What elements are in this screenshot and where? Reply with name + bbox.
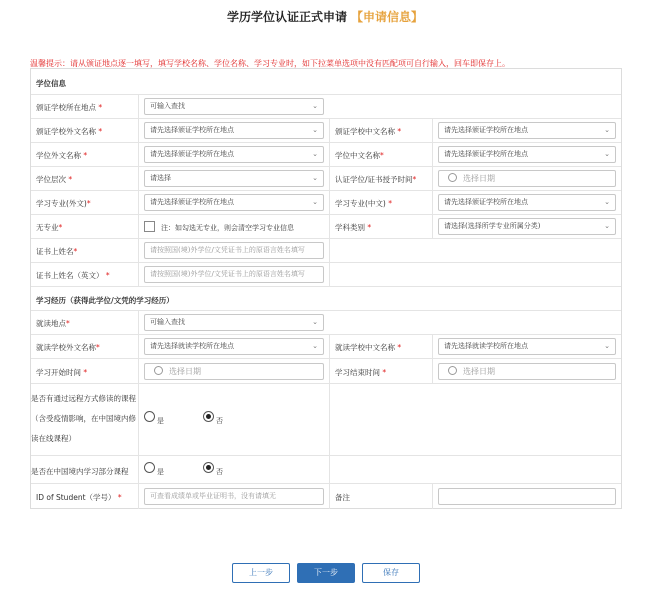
study-start-picker[interactable]: 选择日期 <box>144 363 324 380</box>
save-button[interactable]: 保存 <box>362 563 420 583</box>
row-study-dates: 学习开始时间 * 选择日期 学习结束时间 * 选择日期 <box>31 359 621 384</box>
warm-hint: 温馨提示：请从颁证地点逐一填写，填写学校名称、学位名称、学习专业时，如下拉菜单选项中没有匹配项可自行输入，回车即保存上。 <box>30 59 510 68</box>
row-cert-name: 证书上姓名* 请按照国(境)外学位/文凭证书上的原语言姓名填写 <box>31 239 621 263</box>
application-form <box>30 68 622 509</box>
page-title-text: 学历学位认证正式申请 <box>226 10 347 24</box>
student-id-input[interactable]: 可查看成绩单或毕业证明书，没有请填无 <box>144 488 324 505</box>
row-distance-learning: 是否有通过远程方式修读的课程 （含受疫情影响，在中国境内修 读在线课程） 是 否 <box>31 384 621 456</box>
partial-china-no-radio[interactable] <box>203 462 214 473</box>
study-end-picker[interactable]: 选择日期 <box>438 363 616 380</box>
page-title <box>0 8 650 25</box>
cert-name-input[interactable]: 请按照国(境)外学位/文凭证书上的原语言姓名填写 <box>144 242 324 259</box>
cert-date-picker[interactable]: 选择日期 <box>438 170 616 187</box>
degree-cn-select[interactable]: 请先选择颁证学校所在地点 ⌄ <box>438 146 616 163</box>
chevron-down-icon: ⌄ <box>312 318 318 326</box>
row-study-school: 就读学校外文名称* 请先选择就读学校所在地点 ⌄ 就读学校中文名称 * 请先选择就读学校所在地点 ⌄ <box>31 335 621 359</box>
row-partial-china: 是否在中国境内学习部分课程 是 否 <box>31 456 621 484</box>
partial-china-yes-radio[interactable] <box>144 462 155 473</box>
section-study-history <box>31 287 621 311</box>
degree-foreign-select[interactable]: 请先选择颁证学校所在地点 ⌄ <box>144 146 324 163</box>
chevron-down-icon: ⌄ <box>312 150 318 158</box>
prev-step-button[interactable]: 上一步 <box>232 563 290 583</box>
study-school-foreign-select[interactable]: 请先选择就读学校所在地点 ⌄ <box>144 338 324 355</box>
row-study-location: 就读地点* 可输入查找 ⌄ <box>31 311 621 335</box>
chevron-down-icon: ⌄ <box>604 342 610 350</box>
section-title: 学位信息 <box>36 79 66 88</box>
page-title-tag: 【申请信息】 <box>351 10 424 24</box>
clock-icon <box>154 366 163 375</box>
next-step-button[interactable]: 下一步 <box>297 563 355 583</box>
row-no-major: 无专业* 注：如勾选无专业，则会清空学习专业信息 学科类别 * 请选择(选择所学专业所属分类) ⌄ <box>31 215 621 239</box>
distance-no-radio[interactable] <box>203 411 214 422</box>
row-school-name: 颁证学校外文名称 * 请先选择颁证学校所在地点 ⌄ 颁证学校中文名称 * 请先选择颁证学校所在地点 ⌄ <box>31 119 621 143</box>
chevron-down-icon: ⌄ <box>312 174 318 182</box>
school-foreign-select[interactable]: 请先选择颁证学校所在地点 ⌄ <box>144 122 324 139</box>
row-cert-name-en: 证书上姓名（英文） * 请按照国(境)外学位/文凭证书上的原语言姓名填写 <box>31 263 621 287</box>
chevron-down-icon: ⌄ <box>604 126 610 134</box>
row-degree-level: 学位层次 * 请选择 ⌄ 认证学位/证书授予时间* 选择日期 <box>31 167 621 191</box>
remark-input[interactable] <box>438 488 616 505</box>
chevron-down-icon: ⌄ <box>604 222 610 230</box>
study-location-select[interactable]: 可输入查找 ⌄ <box>144 314 324 331</box>
row-issue-location <box>31 95 621 119</box>
study-school-cn-select[interactable]: 请先选择就读学校所在地点 ⌄ <box>438 338 616 355</box>
chevron-down-icon: ⌄ <box>312 126 318 134</box>
cert-name-en-input[interactable]: 请按照国(境)外学位/文凭证书上的原语言姓名填写 <box>144 266 324 283</box>
no-major-checkbox[interactable] <box>144 221 155 232</box>
chevron-down-icon: ⌄ <box>604 150 610 158</box>
no-major-note: 注：如勾选无专业，则会清空学习专业信息 <box>161 224 294 232</box>
section-degree-info <box>31 69 621 95</box>
row-major: 学习专业(外文)* 请先选择颁证学校所在地点 ⌄ 学习专业(中文) * 请先选择颁证学校所在地点 ⌄ <box>31 191 621 215</box>
issue-location-select[interactable]: 可输入查找 ⌄ <box>144 98 324 115</box>
major-foreign-select[interactable]: 请先选择颁证学校所在地点 ⌄ <box>144 194 324 211</box>
discipline-select[interactable]: 请选择(选择所学专业所属分类) ⌄ <box>438 218 616 235</box>
clock-icon <box>448 366 457 375</box>
chevron-down-icon: ⌄ <box>312 342 318 350</box>
major-cn-select[interactable]: 请先选择颁证学校所在地点 ⌄ <box>438 194 616 211</box>
section-title: 学习经历（获得此学位/文凭的学习经历） <box>36 296 174 305</box>
school-cn-select[interactable]: 请先选择颁证学校所在地点 ⌄ <box>438 122 616 139</box>
row-degree-name: 学位外文名称 * 请先选择颁证学校所在地点 ⌄ 学位中文名称* 请先选择颁证学校所在地点 ⌄ <box>31 143 621 167</box>
chevron-down-icon: ⌄ <box>312 198 318 206</box>
chevron-down-icon: ⌄ <box>312 102 318 110</box>
degree-level-select[interactable]: 请选择 ⌄ <box>144 170 324 187</box>
field-label: 颁证学校所在地点 * <box>36 103 103 112</box>
row-student-id: ID of Student（学号） * 可查看成绩单或毕业证明书，没有请填无 备注 <box>31 484 621 509</box>
clock-icon <box>448 173 457 182</box>
distance-yes-radio[interactable] <box>144 411 155 422</box>
chevron-down-icon: ⌄ <box>604 198 610 206</box>
